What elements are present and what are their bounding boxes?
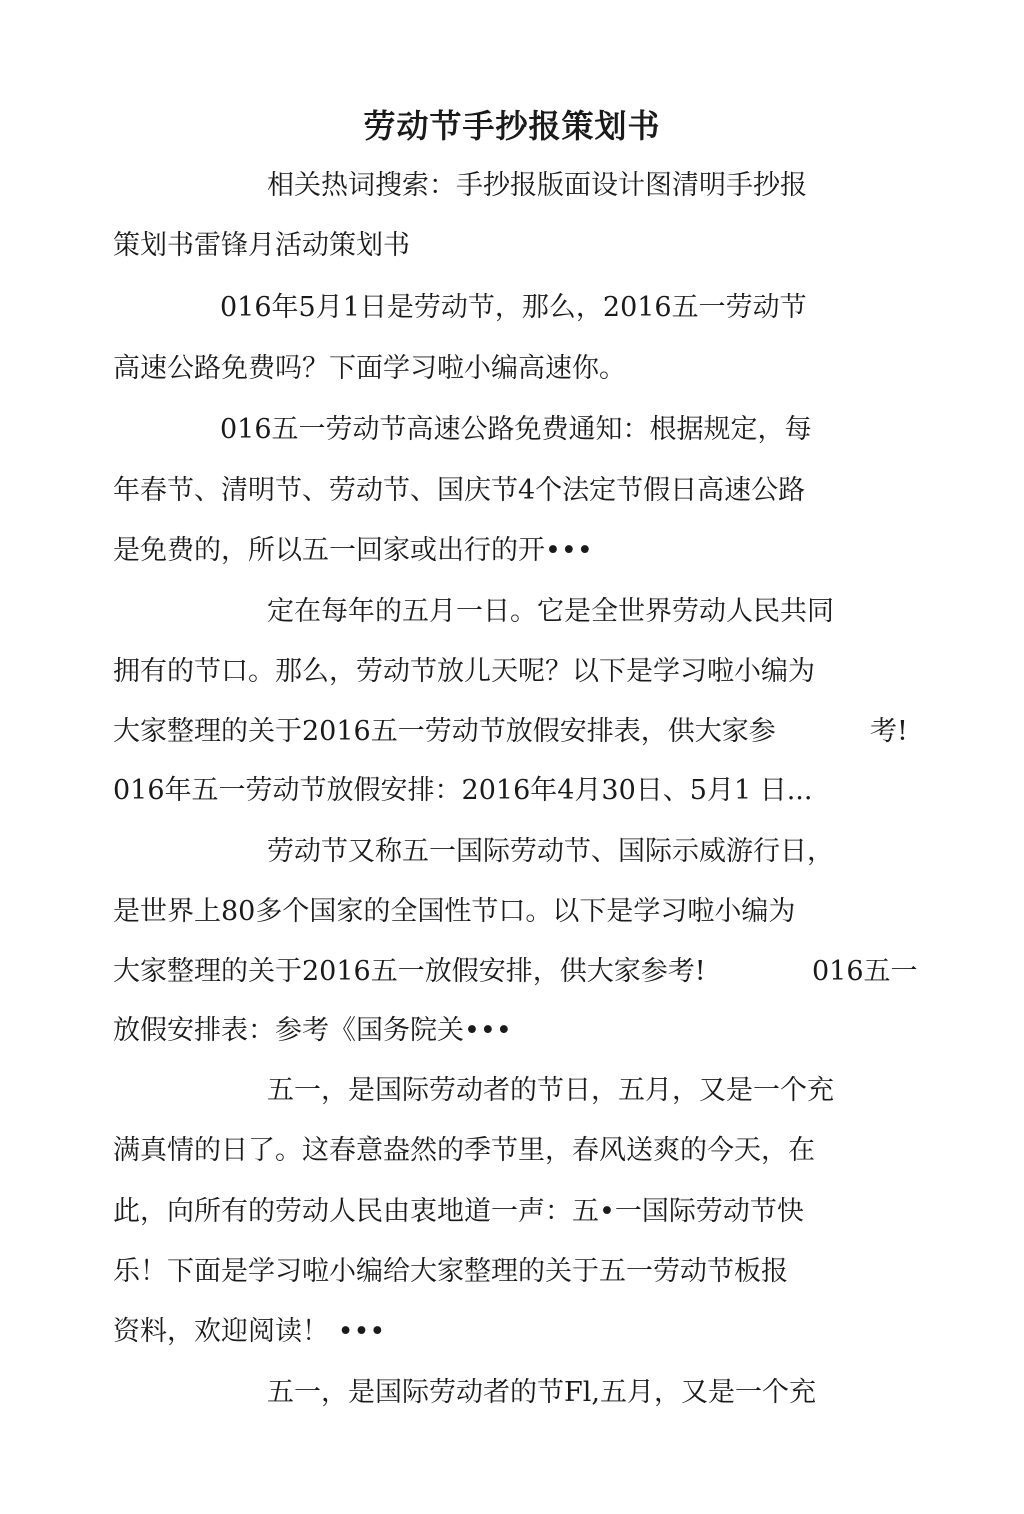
text-line: 是世界上80多个国家的全国性节口。以下是学习啦小编为 (113, 896, 796, 927)
text-line: 是免费的，所以五一回家或出行的开••• (113, 535, 593, 566)
text-line: 016年五一劳动节放假安排：2016年4月30日、5月1 日... (113, 775, 813, 806)
text-line: 乐！下面是学习啦小编给大家整理的关于五一劳动节板报 (113, 1256, 788, 1287)
text-line: 大家整理的关于2016五一放假安排，供大家参考! (113, 956, 706, 987)
text-fragment: 考! (870, 716, 908, 747)
text-line: 满真情的日了。这春意盎然的季节里，春风送爽的今天，在 (113, 1135, 815, 1166)
text-line: 016年5月1日是劳动节，那么，2016五一劳动节 (220, 292, 807, 323)
text-line: 劳动节又称五一国际劳动节、国际示威游行日， (267, 836, 834, 867)
text-line: 016五一劳动节高速公路免费通知：根据规定，每 (220, 414, 812, 445)
text-fragment: 016五一 (812, 956, 918, 987)
text-line: 拥有的节口。那么，劳动节放儿天呢？以下是学习啦小编为 (113, 656, 815, 687)
text-line: 相关热词搜索：手抄报版面设计图清明手抄报 (267, 170, 807, 201)
document-title: 劳动节手抄报策划书 (363, 107, 661, 145)
text-line: 大家整理的关于2016五一劳动节放假安排表，供大家参 (113, 716, 776, 747)
text-line: 策划书雷锋月活动策划书 (113, 230, 410, 261)
text-line: 资料，欢迎阅读！ ••• (113, 1316, 386, 1347)
text-line: 定在每年的五月一日。它是全世界劳动人民共同 (267, 596, 834, 627)
text-line: 高速公路免费吗？下面学习啦小编高速你。 (113, 353, 626, 384)
text-line: 五一，是国际劳动者的节日，五月，又是一个充 (267, 1075, 834, 1106)
text-line: 放假安排表：参考《国务院关••• (113, 1015, 512, 1046)
text-line: 此，向所有的劳动人民由衷地道一声：五•一国际劳动节快 (113, 1196, 804, 1227)
text-line: 五一，是国际劳动者的节Fl,五月，又是一个充 (267, 1377, 816, 1408)
text-line: 年春节、清明节、劳动节、国庆节4个法定节假日高速公路 (113, 475, 806, 506)
